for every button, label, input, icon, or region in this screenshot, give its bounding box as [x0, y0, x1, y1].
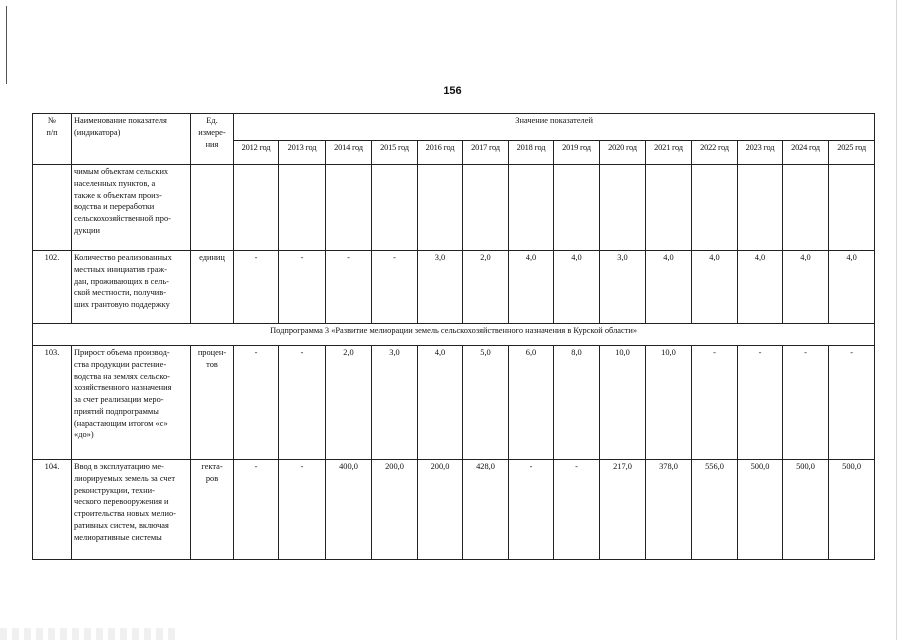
header-year: 2015 год — [372, 141, 418, 165]
indicator-name-line: Прирост объема производ- — [74, 348, 170, 357]
header-num: № п/п — [33, 114, 72, 165]
scan-edge-mark — [6, 6, 7, 84]
indicator-name-line: ства продукции растение- — [74, 359, 167, 369]
value-cell: - — [279, 460, 326, 560]
unit-line: процен- — [197, 348, 227, 357]
indicator-name-line: также к объектам произ- — [74, 190, 162, 200]
unit-cell — [191, 165, 234, 251]
value-cell: 4,0 — [509, 251, 554, 324]
indicator-name-line: водства на землях сельско- — [74, 371, 170, 381]
value-cell: - — [326, 251, 372, 324]
indicator-name-line: дан, проживающих в сель- — [74, 276, 169, 286]
header-year: 2021 год — [646, 141, 692, 165]
row-number: 102. — [33, 251, 72, 324]
header-year: 2023 год — [738, 141, 783, 165]
value-cell: - — [783, 346, 829, 460]
indicator-name — [72, 251, 191, 324]
value-cell: - — [509, 460, 554, 560]
value-cell: 10,0 — [646, 346, 692, 460]
indicator-name — [72, 346, 191, 460]
table-row — [33, 460, 875, 560]
value-cell: - — [829, 346, 875, 460]
value-cell: - — [234, 346, 279, 460]
subprogram-title: Подпрограмма 3 «Развитие мелиорации земель сельскохозяйственного назначения в Курской области» — [33, 324, 875, 346]
value-cell: 8,0 — [554, 346, 600, 460]
value-cell: 2,0 — [463, 251, 509, 324]
table-body — [33, 165, 875, 560]
header-unit: Ед. измере- ния — [191, 114, 234, 165]
value-cell: 428,0 — [463, 460, 509, 560]
indicator-name-line: чимым объектам сельских — [74, 167, 169, 176]
value-cell: 200,0 — [372, 460, 418, 560]
header-year: 2020 год — [600, 141, 646, 165]
indicator-name-line: ративных систем, включая — [74, 520, 169, 530]
value-cell — [279, 165, 326, 251]
header-year: 2018 год — [509, 141, 554, 165]
value-cell: 6,0 — [509, 346, 554, 460]
value-cell: - — [279, 251, 326, 324]
value-cell: - — [554, 460, 600, 560]
value-cell: 3,0 — [418, 251, 463, 324]
row-number — [33, 165, 72, 251]
value-cell — [783, 165, 829, 251]
value-cell: 10,0 — [600, 346, 646, 460]
value-cell — [692, 165, 738, 251]
indicator-name-line: реконструкции, техни- — [74, 485, 155, 495]
value-cell: 4,0 — [829, 251, 875, 324]
row-number: 104. — [33, 460, 72, 560]
value-cell: - — [372, 251, 418, 324]
indicator-name-line: (нарастающим итогом «с» — [74, 418, 168, 428]
indicator-name — [72, 460, 191, 560]
value-cell: - — [234, 251, 279, 324]
indicator-name-line: ской местности, получив- — [74, 288, 167, 298]
value-cell: 500,0 — [783, 460, 829, 560]
value-cell — [234, 165, 279, 251]
indicator-name-line: сельскохозяйственной про- — [74, 214, 171, 224]
value-cell — [509, 165, 554, 251]
value-cell: - — [692, 346, 738, 460]
value-cell: - — [738, 346, 783, 460]
value-cell: 217,0 — [600, 460, 646, 560]
page-number: 156 — [443, 85, 462, 97]
unit-line: гекта- — [201, 462, 223, 471]
unit-cell — [191, 460, 234, 560]
value-cell — [829, 165, 875, 251]
value-cell: 500,0 — [738, 460, 783, 560]
indicator-name-line: местных инициатив граж- — [74, 264, 168, 274]
header-year: 2017 год — [463, 141, 509, 165]
indicator-name-line: мелиоративные системы — [74, 532, 162, 542]
unit-cell — [191, 346, 234, 460]
table-row — [33, 165, 875, 251]
value-cell — [646, 165, 692, 251]
header-year: 2025 год — [829, 141, 875, 165]
header-year: 2016 год — [418, 141, 463, 165]
value-cell: 2,0 — [326, 346, 372, 460]
value-cell — [372, 165, 418, 251]
unit-line: тов — [206, 359, 218, 369]
indicator-name-line: «до») — [74, 430, 94, 440]
indicator-name-line: Ввод в эксплуатацию ме- — [74, 462, 164, 471]
value-cell — [463, 165, 509, 251]
value-cell: 4,0 — [418, 346, 463, 460]
indicator-name-line: приятий подпрограммы — [74, 406, 159, 416]
indicator-name-line: строительства новых мелио- — [74, 509, 176, 519]
header-year: 2024 год — [783, 141, 829, 165]
indicators-table — [32, 113, 875, 560]
header-year: 2019 год — [554, 141, 600, 165]
indicator-name-line: ческого перевооружения и — [74, 497, 169, 507]
value-cell: 4,0 — [692, 251, 738, 324]
indicator-name-line: ших грантовую поддержку — [74, 300, 170, 310]
scan-noise — [0, 628, 180, 640]
header-values: Значение показателей — [234, 114, 875, 141]
subprogram-row — [33, 324, 875, 346]
value-cell: - — [234, 460, 279, 560]
indicator-name-line: лиорируемых земель за счет — [74, 473, 175, 483]
indicator-name-line: водства и переработки — [74, 202, 155, 212]
value-cell: 378,0 — [646, 460, 692, 560]
indicator-name-line: дукции — [74, 225, 100, 235]
value-cell: 3,0 — [600, 251, 646, 324]
unit-cell: единиц — [191, 251, 234, 324]
value-cell: 200,0 — [418, 460, 463, 560]
value-cell — [554, 165, 600, 251]
value-cell: 4,0 — [738, 251, 783, 324]
value-cell: 5,0 — [463, 346, 509, 460]
value-cell: 3,0 — [372, 346, 418, 460]
indicator-name — [72, 165, 191, 251]
indicator-name-line: хозяйственного назначения — [74, 383, 172, 393]
value-cell: 4,0 — [783, 251, 829, 324]
header-year: 2022 год — [692, 141, 738, 165]
table-row — [33, 251, 875, 324]
value-cell: 4,0 — [554, 251, 600, 324]
value-cell: 556,0 — [692, 460, 738, 560]
indicator-name-line: Количество реализованных — [74, 253, 172, 262]
header-name: Наименование показателя (индикатора) — [72, 114, 191, 165]
header-year: 2013 год — [279, 141, 326, 165]
value-cell — [326, 165, 372, 251]
value-cell: 400,0 — [326, 460, 372, 560]
row-number: 103. — [33, 346, 72, 460]
indicator-name-line: за счет реализации меро- — [74, 395, 164, 405]
value-cell — [418, 165, 463, 251]
indicator-name-line: населенных пунктов, а — [74, 178, 156, 188]
value-cell: 500,0 — [829, 460, 875, 560]
header-year: 2014 год — [326, 141, 372, 165]
value-cell — [600, 165, 646, 251]
value-cell: - — [279, 346, 326, 460]
table-header — [33, 114, 875, 165]
value-cell: 4,0 — [646, 251, 692, 324]
header-year: 2012 год — [234, 141, 279, 165]
value-cell — [738, 165, 783, 251]
unit-line: ров — [205, 473, 219, 483]
table-row — [33, 346, 875, 460]
